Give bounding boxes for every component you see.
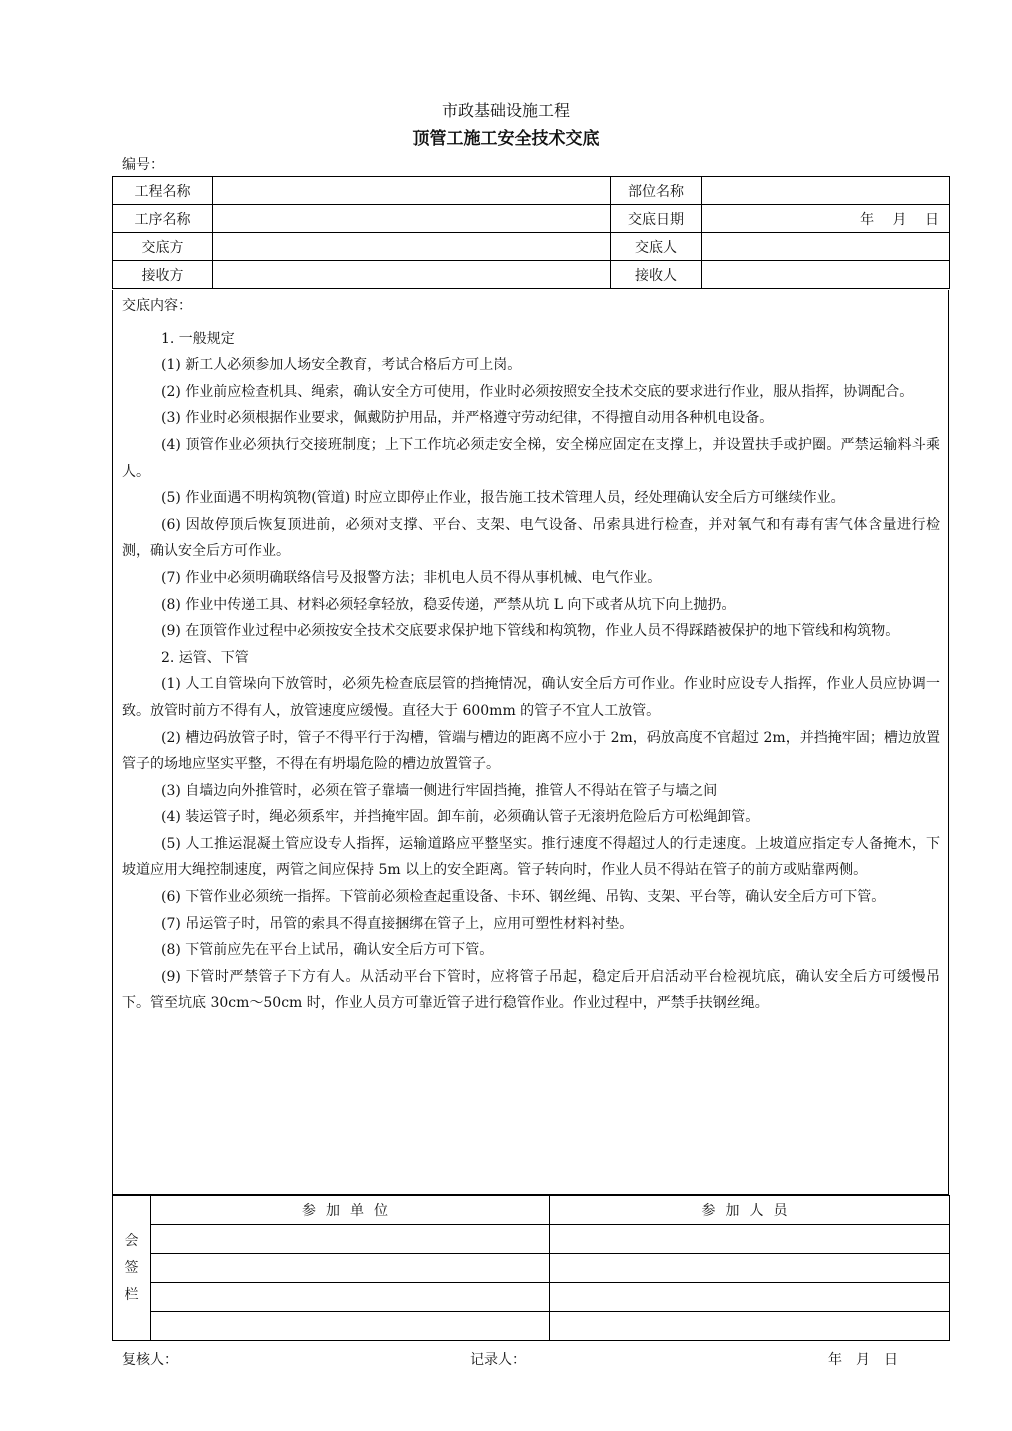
project-name-label: 工程名称 xyxy=(113,177,213,205)
table-row xyxy=(113,1312,950,1341)
content-paragraph: (8) 作业中传递工具、材料必须轻拿轻放，稳妥传递，严禁从坑 L 向下或者从坑下向上抛扔。 xyxy=(161,596,736,613)
content-paragraph: (1) 人工自管垛向下放管时，必须先检查底层管的挡掩情况，确认安全后方可作业。作业时应设专人指挥，作业人员应协调一致。放管时前方不得有人，放管速度应缓慢。直径大于 600mm 的管子不宜人工放管。 xyxy=(122,676,940,719)
content-paragraph: (4) 装运管子时，绳必须系牢，并挡掩牢固。卸车前，必须确认管子无滚坍危险后方可松绳卸管。 xyxy=(161,809,760,826)
content-paragraph: (2) 槽边码放管子时，管子不得平行于沟槽，管端与槽边的距离不应小于 2m，码放高度不官超过 2m，并挡掩牢固；槽边放置管子的场地应坚实平整，不得在有坍塌危险的槽边放置管子。 xyxy=(122,729,940,773)
footer-date: 年 月 日 xyxy=(828,1352,898,1368)
column-header-people: 参加人员 xyxy=(550,1196,950,1225)
date-label: 交底日期 xyxy=(611,205,702,233)
receiver-label: 接收方 xyxy=(113,261,213,289)
date-field[interactable]: 年 月 日 xyxy=(702,205,950,233)
info-table xyxy=(112,176,950,289)
issuer-person-label: 交底人 xyxy=(611,233,702,261)
table-row xyxy=(113,261,950,289)
content-box xyxy=(112,290,949,1195)
section-heading: 1. 一般规定 xyxy=(161,330,235,347)
content-paragraph: (7) 作业中必须明确联络信号及报警方法；非机电人员不得从事机械、电气作业。 xyxy=(161,569,662,586)
content-paragraph: (9) 在顶管作业过程中必须按安全技术交底要求保护地下管线和构筑物，作业人员不得踩踏被保护的地下管线和构筑物。 xyxy=(161,623,900,640)
content-paragraph: (9) 下管时严禁管子下方有人。从活动平台下管时，应将管子吊起，稳定后开启活动平台检视坑底，确认安全后方可缓慢吊下。管至坑底 30cm～50cm 时，作业人员方可靠近管子进行稳管作业。作业过程中，严禁手扶钢丝绳。 xyxy=(122,968,940,1012)
signature-table xyxy=(112,1195,950,1341)
process-name-field[interactable] xyxy=(213,205,611,233)
content-paragraph: (5) 人工推运混凝土管应设专人指挥，运输道路应平整坚实。推行速度不得超过人的行走速度。上坡道应指定专人备掩木，下坡道应用大绳控制速度，两管之间应保持 5m 以上的安全距离。管子转向时，作业人员不得站在管子的前方或贴靠两侧。 xyxy=(122,835,940,879)
unit-cell[interactable] xyxy=(151,1254,550,1283)
project-name-field[interactable] xyxy=(213,177,611,205)
people-cell[interactable] xyxy=(550,1225,950,1254)
recorder-label: 记录人： xyxy=(470,1352,526,1368)
content-paragraph: (3) 自墙边向外推管时，必须在管子靠墙一侧进行牢固挡掩，推管人不得站在管子与墙之间 xyxy=(161,782,718,799)
number-label: 编号： xyxy=(122,157,164,173)
people-cell[interactable] xyxy=(550,1254,950,1283)
issuer-label: 交底方 xyxy=(113,233,213,261)
process-name-label: 工序名称 xyxy=(113,205,213,233)
table-row xyxy=(113,233,950,261)
people-cell[interactable] xyxy=(550,1312,950,1341)
people-cell[interactable] xyxy=(550,1283,950,1312)
issuer-field[interactable] xyxy=(213,233,611,261)
document-subtitle: 市政基础设施工程 xyxy=(441,101,570,120)
table-row xyxy=(113,205,950,233)
table-row xyxy=(113,177,950,205)
signature-side-label: 会 签 栏 xyxy=(113,1196,151,1341)
reviewer-label: 复核人： xyxy=(122,1352,178,1368)
table-row xyxy=(113,1254,950,1283)
content-label: 交底内容： xyxy=(122,298,192,314)
content-paragraph: (1) 新工人必须参加人场安全教育，考试合格后方可上岗。 xyxy=(161,357,522,374)
content-paragraph: (3) 作业时必须根据作业要求，佩戴防护用品，并严格遵守劳动纪律，不得擅自动用各种机电设备。 xyxy=(161,410,774,427)
table-row xyxy=(113,1283,950,1312)
content-paragraph: (2) 作业前应检查机具、绳索，确认安全方可使用，作业时必须按照安全技术交底的要求进行作业，服从指挥，协调配合。 xyxy=(161,383,914,400)
part-name-label: 部位名称 xyxy=(611,177,702,205)
receiver-person-label: 接收人 xyxy=(611,261,702,289)
unit-cell[interactable] xyxy=(151,1312,550,1341)
content-paragraph: (4) 顶管作业必须执行交接班制度；上下工作坑必须走安全梯，安全梯应固定在支撑上，并设置扶手或护圈。严禁运输料斗乘人。 xyxy=(122,436,940,480)
document-title: 顶管工施工安全技术交底 xyxy=(412,129,600,149)
content-paragraph: (6) 因故停顶后恢复顶进前，必须对支撑、平台、支架、电气设备、吊索具进行检查，并对氧气和有毒有害气体含量进行检测，确认安全后方可作业。 xyxy=(122,516,940,560)
table-row xyxy=(113,1225,950,1254)
content-paragraph: (5) 作业面遇不明构筑物(管道) 时应立即停止作业，报告施工技术管理人员，经处理确认安全后方可继续作业。 xyxy=(161,490,845,507)
column-header-unit: 参加单位 xyxy=(151,1196,550,1225)
content-paragraph: (8) 下管前应先在平台上试吊，确认安全后方可下管。 xyxy=(161,942,494,959)
receiver-person-field[interactable] xyxy=(702,261,950,289)
unit-cell[interactable] xyxy=(151,1225,550,1254)
issuer-person-field[interactable] xyxy=(702,233,950,261)
section-heading: 2. 运管、下管 xyxy=(161,649,249,666)
part-name-field[interactable] xyxy=(702,177,950,205)
receiver-field[interactable] xyxy=(213,261,611,289)
content-paragraph: (6) 下管作业必须统一指挥。下管前必须检查起重设备、卡环、钢丝绳、吊钩、支架、平台等，确认安全后方可下管。 xyxy=(161,889,886,906)
content-paragraph: (7) 吊运管子时，吊管的索具不得直接捆绑在管子上，应用可塑性材料衬垫。 xyxy=(161,915,634,932)
table-row xyxy=(113,1196,950,1225)
unit-cell[interactable] xyxy=(151,1283,550,1312)
